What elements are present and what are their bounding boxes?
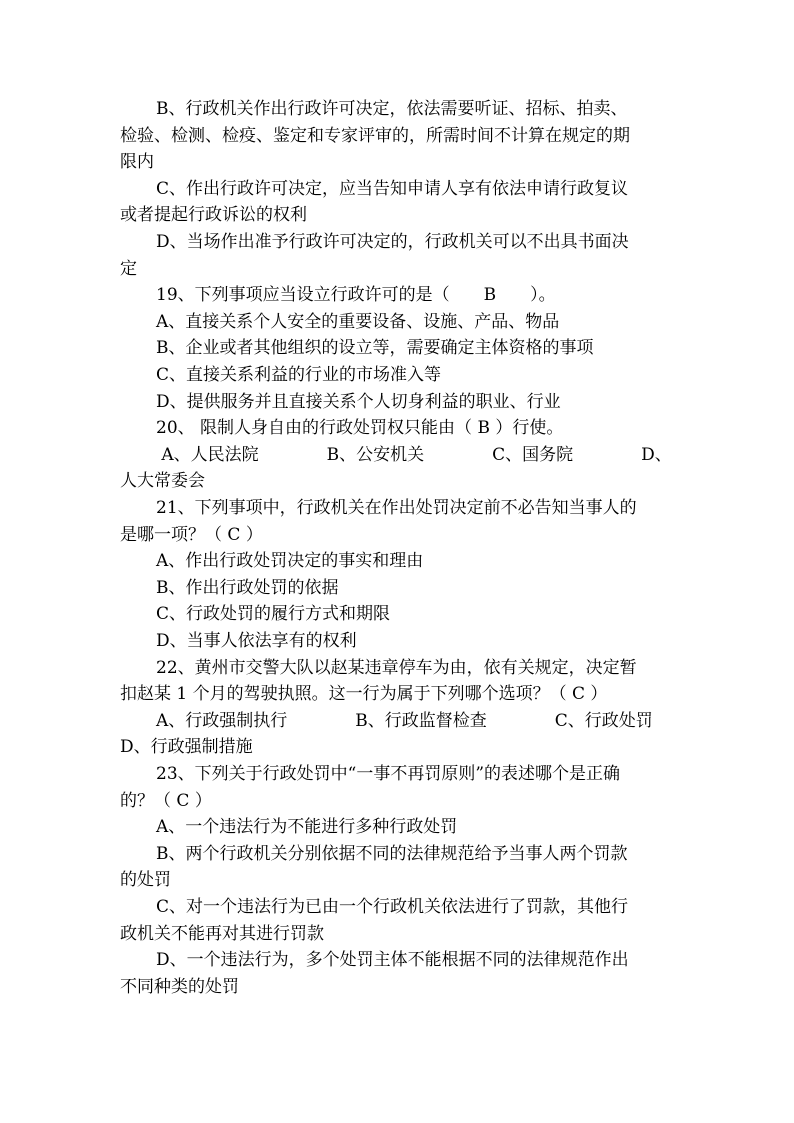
question-23: 23、下列关于行政处罚中“一事不再罚原则”的表述哪个是正确	[156, 764, 621, 784]
option-line: C、直接关系利益的行业的市场准入等	[156, 365, 442, 385]
option-line: A、一个违法行为不能进行多种行政处罚	[156, 817, 458, 838]
text-line: 的？（ C ）	[120, 790, 212, 811]
text-line: B、行政机关作出行政许可决定，依法需要听证、招标、拍卖、	[156, 99, 628, 119]
question-19: 19、下列事项应当设立行政许可的是（ B ）。	[156, 285, 556, 306]
option-line: B、企业或者其他组织的设立等，需要确定主体资格的事项	[156, 338, 594, 359]
text-line: D、行政强制措施	[120, 737, 253, 758]
option-line: D、当事人依法享有的权利	[156, 631, 357, 651]
option-line: C、对一个违法行为已由一个行政机关依法进行了罚款，其他行	[156, 897, 629, 917]
option-line: A、直接关系个人安全的重要设备、设施、产品、物品	[156, 311, 560, 332]
text-line: D、当场作出准予行政许可决定的，行政机关可以不出具书面决	[156, 232, 629, 252]
text-line: C、作出行政许可决定，应当告知申请人享有依法申请行政复议	[156, 178, 629, 199]
question-21: 21、下列事项中，行政机关在作出处罚决定前不必告知当事人的	[156, 498, 637, 518]
text-line: 扣赵某 1 个月的驾驶执照。这一行为属于下列哪个选项？（ C ）	[120, 684, 608, 705]
question-20: 20、 限制人身自由的行政处罚权只能由（ B ）行使。	[156, 418, 564, 439]
text-line: 定	[120, 258, 137, 279]
option-line: B、作出行政处罚的依据	[156, 577, 339, 598]
option-line: A、行政强制执行 B、行政监督检查 C、行政处罚	[156, 710, 653, 731]
text-line: 的处罚	[120, 870, 171, 891]
question-22: 22、黄州市交警大队以赵某违章停车为由，依有关规定，决定暂	[156, 657, 637, 678]
text-line: 政机关不能再对其进行罚款	[120, 923, 324, 944]
text-line: 限内	[120, 152, 154, 173]
text-line: 或者提起行政诉讼的权利	[120, 205, 307, 226]
option-line: A、作出行政处罚决定的事实和理由	[156, 551, 424, 572]
text-line: 检验、检测、检疫、鉴定和专家评审的，所需时间不计算在规定的期	[120, 125, 630, 146]
option-line: B、两个行政机关分别依据不同的法律规范给予当事人两个罚款	[156, 843, 628, 864]
text-line: 不同种类的处罚	[120, 976, 239, 997]
option-line: D、一个违法行为，多个处罚主体不能根据不同的法律规范作出	[156, 950, 629, 971]
option-line: D、提供服务并且直接关系个人切身利益的职业、行业	[156, 391, 561, 412]
text-line: 人大常委会	[120, 471, 205, 492]
text-line: 是哪一项？（ C ）	[120, 524, 263, 545]
option-line: C、行政处罚的履行方式和期限	[156, 604, 391, 625]
option-line: A、人民法院 B、公安机关 C、国务院 D、	[156, 444, 672, 465]
